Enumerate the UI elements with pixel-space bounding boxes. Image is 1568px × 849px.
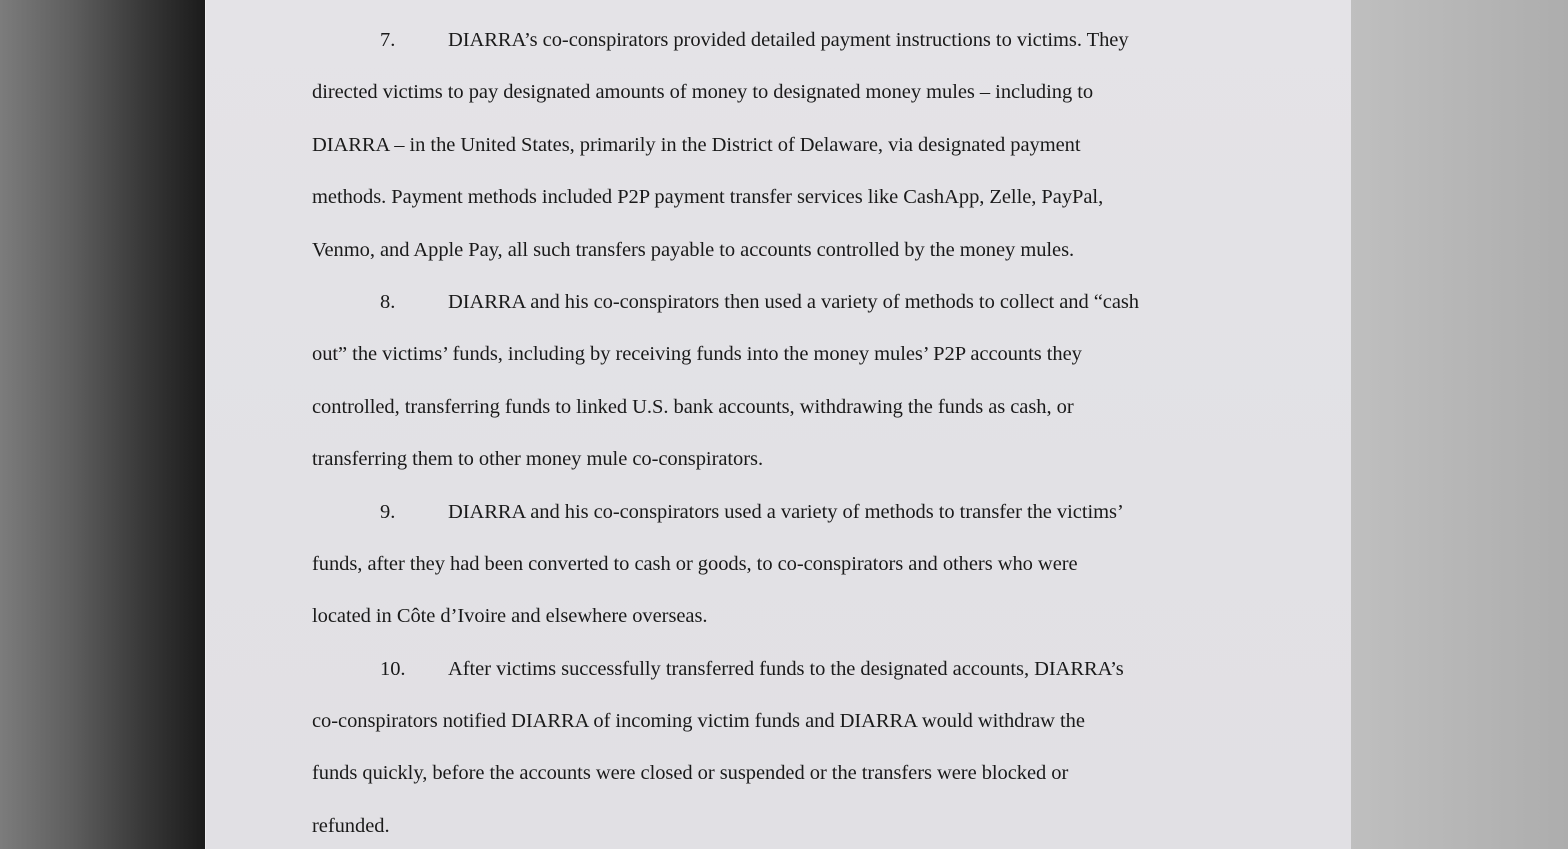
paragraph-line-text: DIARRA and his co-conspirators used a variety of methods to transfer the victims’ (448, 500, 1124, 523)
paragraph-number: 10. (380, 657, 406, 680)
paragraph-first-line (312, 14, 1232, 66)
document-body (312, 14, 1232, 849)
paragraph-line: funds, after they had been converted to cash or goods, to co-conspirators and others who were (312, 552, 1078, 575)
paragraph-line: located in Côte d’Ivoire and elsewhere overseas. (312, 605, 708, 628)
paragraph-line-text: DIARRA and his co-conspirators then used a variety of methods to collect and “cash (448, 290, 1140, 313)
paragraph-line: out” the victims’ funds, including by receiving funds into the money mules’ P2P accounts they (312, 343, 1082, 366)
paragraph-first-line (312, 276, 1232, 328)
paragraph-line: directed victims to pay designated amounts of money to designated money mules – including to (312, 81, 1094, 104)
paragraph-10 (312, 643, 1232, 849)
paragraph-number: 8. (380, 290, 396, 313)
paragraph-7 (312, 14, 1232, 276)
paragraph-8 (312, 276, 1232, 486)
paragraph-line-text: After victims successfully transferred funds to the designated accounts, DIARRA’s (448, 657, 1124, 680)
paragraph-line-text: DIARRA’s co-conspirators provided detailed payment instructions to victims. They (448, 29, 1129, 51)
paragraph-line: refunded. (312, 814, 390, 837)
paragraph-line: DIARRA – in the United States, primarily in the District of Delaware, via designated payment (312, 133, 1081, 156)
paragraph-first-line (312, 486, 1232, 538)
background-right (1351, 0, 1568, 849)
paragraph-line: controlled, transferring funds to linked U.S. bank accounts, withdrawing the funds as cash, or (312, 395, 1074, 418)
paragraph-number: 7. (380, 29, 396, 51)
paragraph-line: funds quickly, before the accounts were closed or suspended or the transfers were blocked or (312, 762, 1069, 785)
document-page (205, 0, 1351, 849)
paragraph-line: transferring them to other money mule co-conspirators. (312, 448, 764, 471)
paragraph-9 (312, 486, 1232, 643)
paragraph-number: 9. (380, 500, 396, 523)
paragraph-line: methods. Payment methods included P2P payment transfer services like CashApp, Zelle, PayPal, (312, 186, 1104, 209)
paragraph-first-line (312, 643, 1232, 695)
paragraph-line: co-conspirators notified DIARRA of incoming victim funds and DIARRA would withdraw the (312, 710, 1085, 733)
background-left-shadow (0, 0, 205, 849)
paragraph-line: Venmo, and Apple Pay, all such transfers payable to accounts controlled by the money mules. (312, 238, 1075, 261)
